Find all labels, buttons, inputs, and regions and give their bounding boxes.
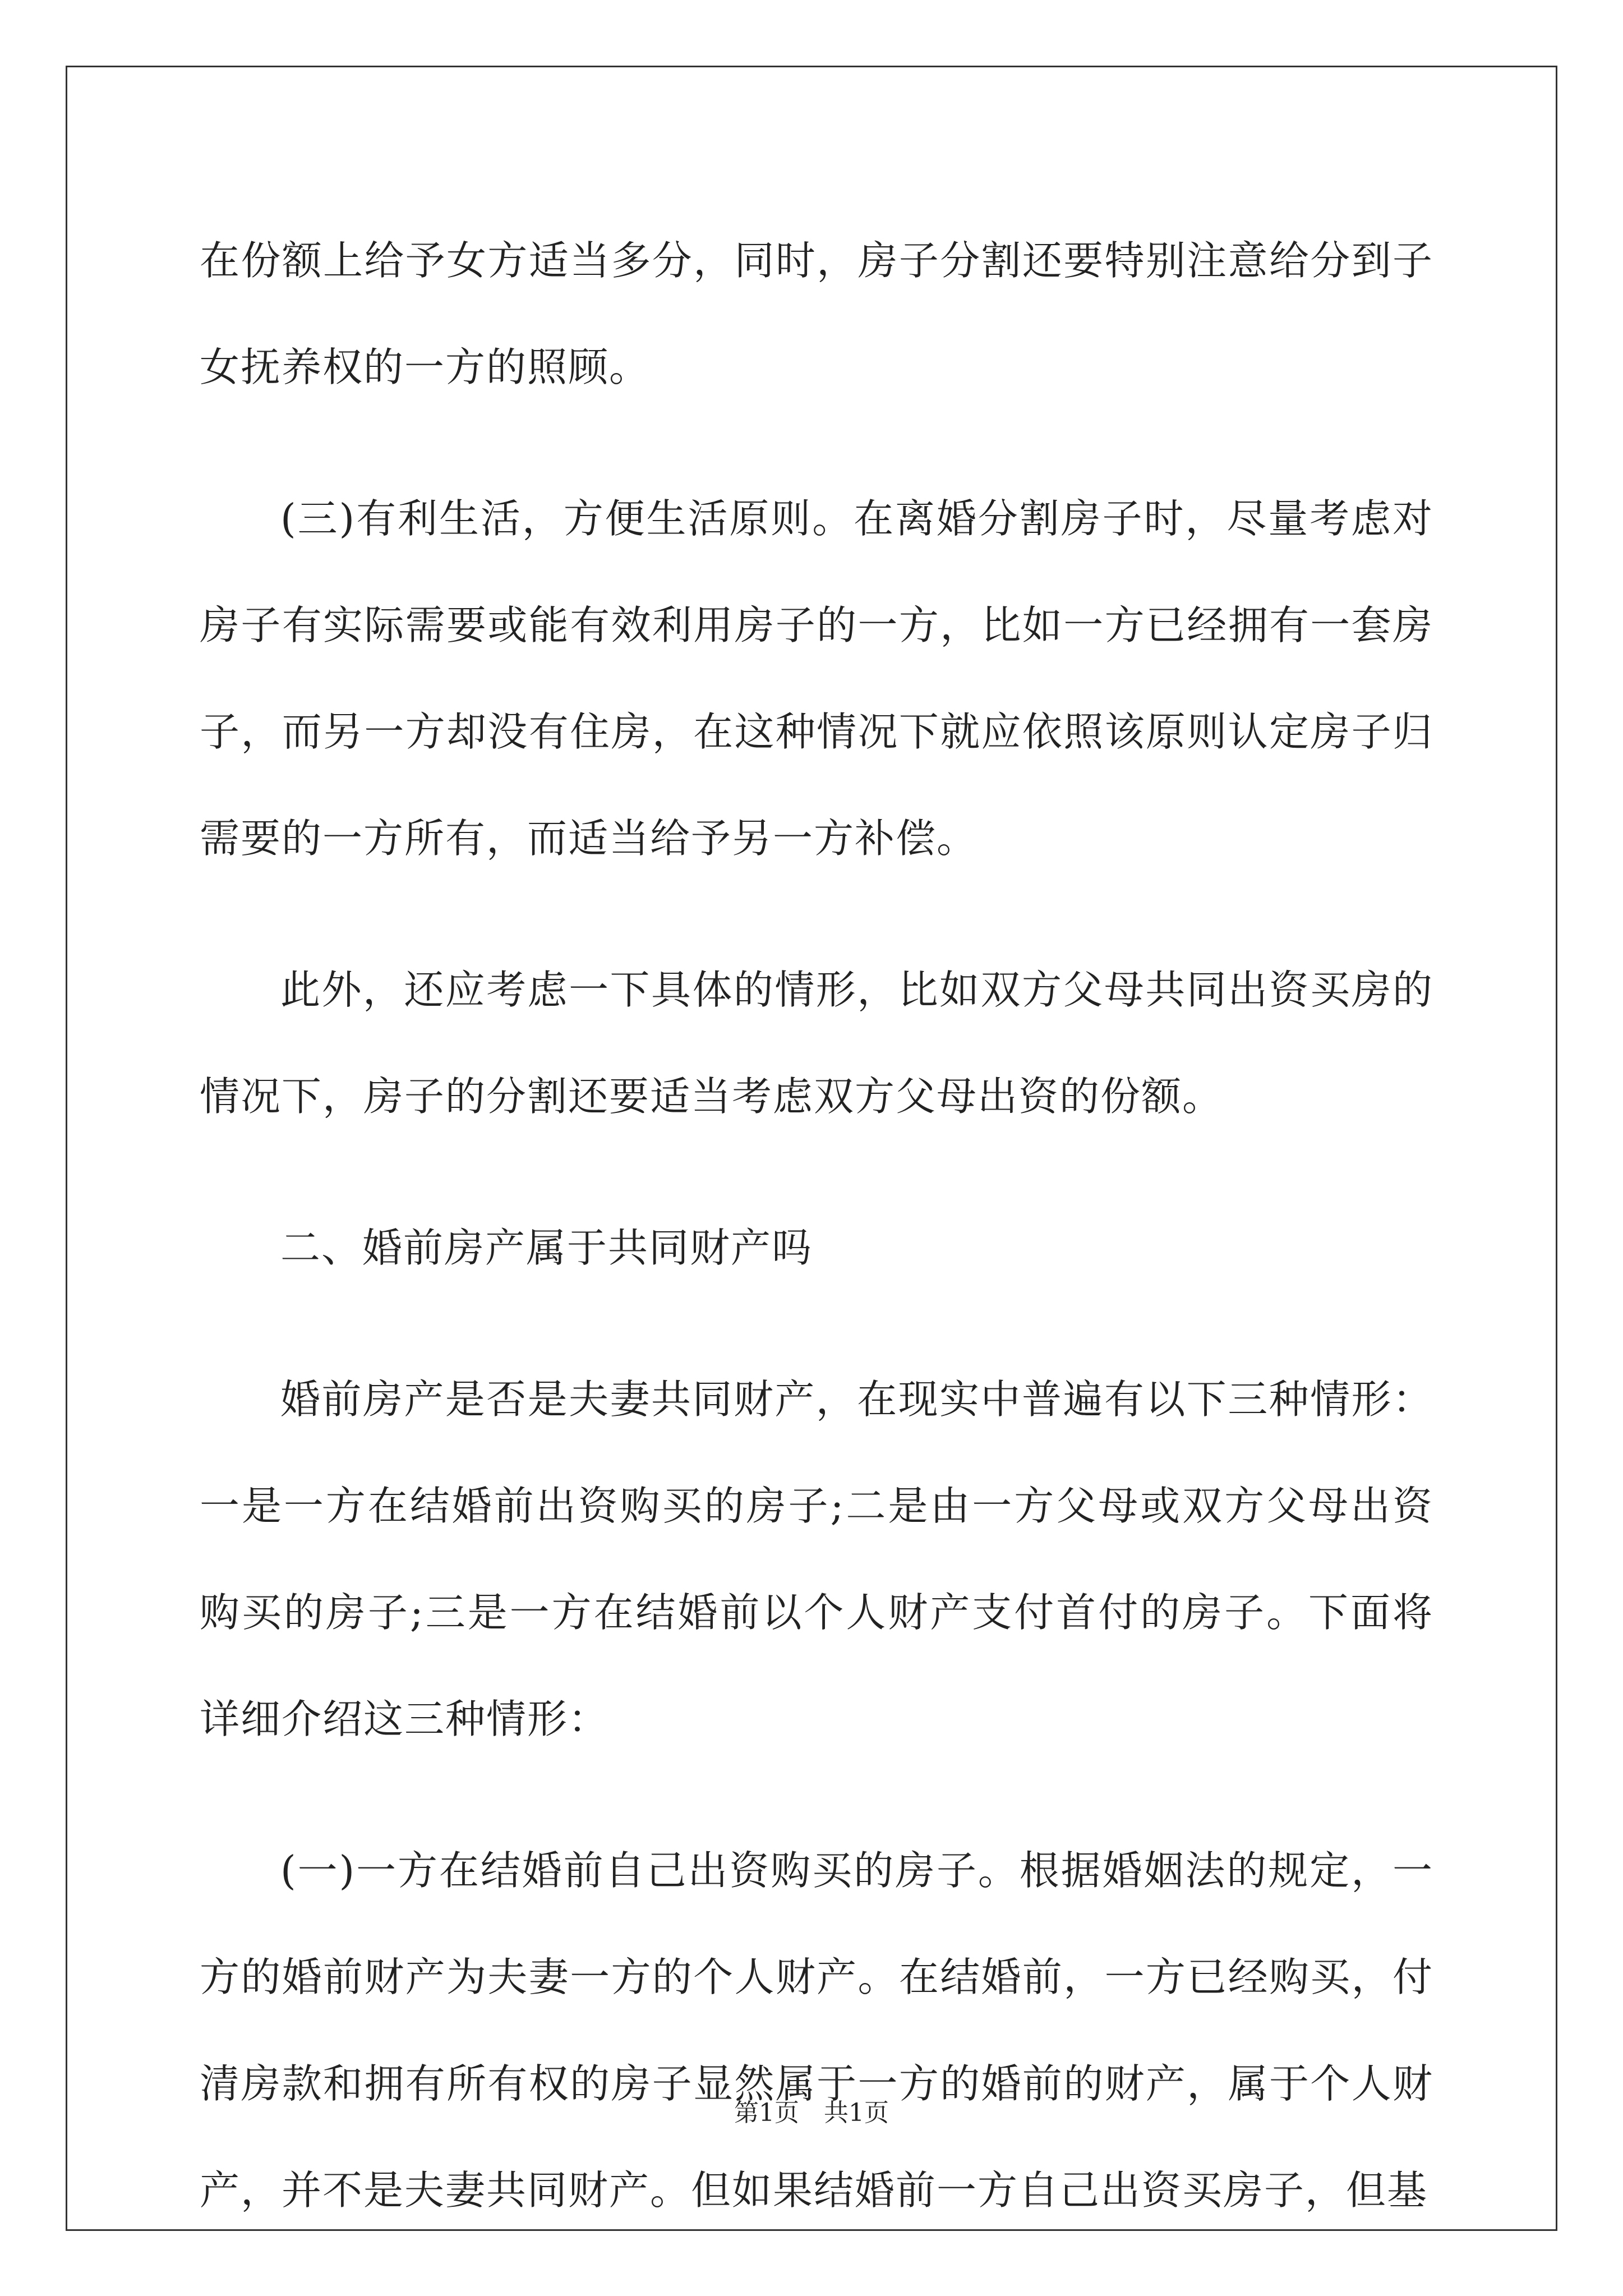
page-number-footer: 第1页 共1页 <box>734 2099 889 2127</box>
paragraph-2: (三)有利生活，方便生活原则。在离婚分割房子时，尽量考虑对房子有实际需要或能有效利用房子的一方，比如一方已经拥有一套房子，而另一方却没有住房，在这种情况下就应依照该原则认定房子归需要的一方所有，而适当给予另一方补偿。 <box>200 495 1433 862</box>
paragraph-5: (一)一方在结婚前自己出资购买的房子。根据婚姻法的规定，一方的婚前财产为夫妻一方的个人财产。在结婚前，一方已经购买，付清房款和拥有所有权的房子显然属于一方的婚前的财产，属于个人财产，并不是夫妻共同财产。但如果结婚前一方自己出资买房子，但基 <box>200 1847 1433 2214</box>
paragraph-4: 婚前房产是否是夫妻共同财产，在现实中普遍有以下三种情形：一是一方在结婚前出资购买的房子;二是由一方父母或双方父母出资购买的房子;三是一方在结婚前以个人财产支付首付的房子。下面将详细介绍这三种情形： <box>200 1376 1433 1742</box>
document-body <box>200 208 1433 2289</box>
section-heading: 二、婚前房产属于共同财产吗 <box>280 1225 813 1271</box>
paragraph-3: 此外，还应考虑一下具体的情形，比如双方父母共同出资买房的情况下，房子的分割还要适当考虑双方父母出资的份额。 <box>200 967 1433 1120</box>
paragraph-1: 在份额上给予女方适当多分，同时，房子分割还要特别注意给分到子女抚养权的一方的照顾。 <box>200 237 1433 390</box>
